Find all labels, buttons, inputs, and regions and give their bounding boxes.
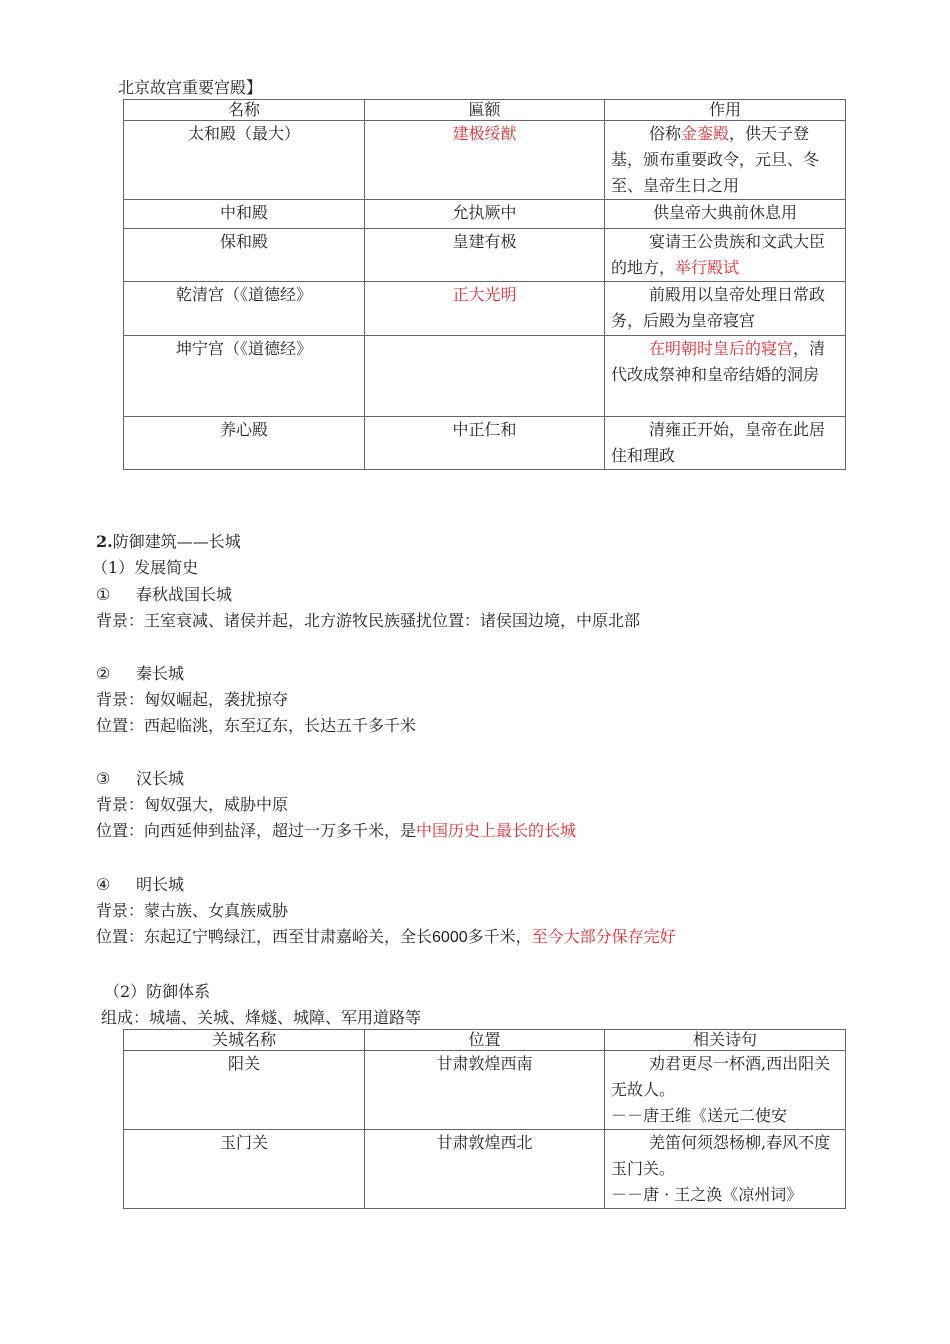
history-item-line <box>96 898 288 924</box>
use-text-part: 清雍正开始，皇帝在此居住和理政 <box>611 420 826 465</box>
item-title-text: 明长城 <box>136 875 185 894</box>
history-item-title <box>96 582 232 608</box>
history-item-line <box>96 687 288 713</box>
defense-composition: 组成：城墙、关城、烽燧、城障、军用道路等 <box>101 1008 422 1027</box>
item-title-text: 春秋战国长城 <box>136 585 233 604</box>
line-text-part: 背景：匈奴崛起，袭扰掠夺 <box>96 690 289 709</box>
line-text-part: 至今大部分保存完好 <box>531 927 676 946</box>
history-item-title <box>96 766 184 792</box>
palace-name-cell: 坤宁宫（《道德经》 <box>124 336 365 417</box>
palace-name-cell: 太和殿（最大） <box>124 121 365 200</box>
palace-section-title: 北京故宫重要宫殿】 <box>118 78 263 97</box>
pass-table <box>123 1029 846 1209</box>
poem-text: 劝君更尽一杯酒,西出阳关无故人。 <box>611 1054 831 1099</box>
palace-name-cell: 中和殿 <box>124 200 365 229</box>
history-item-line <box>96 818 576 844</box>
palace-name-cell: 乾清宫（《道德经》 <box>124 282 365 336</box>
pass-poem-cell <box>605 1051 846 1130</box>
header-poem: 相关诗句 <box>605 1030 846 1051</box>
pass-table-header <box>124 1030 846 1051</box>
line-text-part: 6000 <box>432 929 468 946</box>
palace-plaque-cell: 正大光明 <box>365 282 605 336</box>
palace-plaque-cell: 允执厥中 <box>365 200 605 229</box>
history-item-line <box>96 792 288 818</box>
palace-use-cell <box>605 417 846 470</box>
pass-location-cell: 甘肃敦煌西北 <box>365 1130 605 1209</box>
use-text-part: 俗称 <box>649 124 682 143</box>
defense-subheading: （2）防御体系 <box>104 982 211 1001</box>
item-marker: ③ <box>96 769 111 788</box>
item-marker: ② <box>96 664 111 683</box>
wall-heading-text: 防御建筑——长城 <box>112 532 241 551</box>
header-pass-name: 关城名称 <box>124 1030 365 1051</box>
item-marker: ① <box>96 585 111 604</box>
pass-name-cell: 阳关 <box>124 1051 365 1130</box>
history-subheading: （1）发展简史 <box>92 558 199 577</box>
use-text-part: 供皇帝大典前休息用 <box>652 203 797 222</box>
poem-text: 羌笛何须怨杨柳,春风不度玉门关。 <box>611 1133 831 1178</box>
palace-use-cell <box>605 336 846 417</box>
use-text-part: 前殿用以皇帝处理日常政务，后殿为皇帝寝宫 <box>611 285 826 330</box>
wall-heading-number: 2. <box>96 532 113 551</box>
item-title-text: 秦长城 <box>136 664 185 683</box>
line-text-part: 背景：蒙古族、女真族威胁 <box>96 901 289 920</box>
palace-name-cell: 保和殿 <box>124 229 365 282</box>
history-item-title <box>96 872 184 898</box>
line-text-part: 背景：王室衰减、诸侯并起，北方游牧民族骚扰位置：诸侯国边境，中原北部 <box>96 611 641 630</box>
table-row <box>124 200 846 229</box>
use-text-part: ，供天子登基，颁布重要政令，元旦、冬至、皇帝生日之用 <box>611 124 820 195</box>
line-text-part: 背景：匈奴强大，威胁中原 <box>96 795 289 814</box>
header-plaque: 匾额 <box>365 100 605 121</box>
history-item-line <box>96 713 416 739</box>
item-title-text: 汉长城 <box>136 769 185 788</box>
palace-use-cell <box>605 121 846 200</box>
line-text-part: 位置：西起临洮，东至辽东，长达五千多千米 <box>96 716 417 735</box>
use-text-part: 在明朝时皇后的寝宫 <box>649 339 794 358</box>
table-row <box>124 417 846 470</box>
table-row <box>124 121 846 200</box>
palace-plaque-cell <box>365 336 605 417</box>
use-text-part: 举行殿试 <box>675 258 740 277</box>
palace-plaque-cell: 皇建有极 <box>365 229 605 282</box>
line-text-part: 多千米， <box>467 927 532 946</box>
history-item-line <box>96 924 676 951</box>
table-row <box>124 282 846 336</box>
table-row <box>124 1051 846 1130</box>
palace-use-cell <box>605 282 846 336</box>
history-item-line <box>96 608 640 634</box>
table-row <box>124 336 846 417</box>
pass-name-cell: 玉门关 <box>124 1130 365 1209</box>
wall-heading <box>96 529 241 555</box>
pass-poem-cell <box>605 1130 846 1209</box>
palace-plaque-cell: 中正仁和 <box>365 417 605 470</box>
table-row <box>124 229 846 282</box>
palace-use-cell <box>605 229 846 282</box>
palace-table-header <box>124 100 846 121</box>
use-text-part: ，清代改成祭神和皇帝结婚的洞房 <box>611 339 826 384</box>
palace-table <box>123 99 846 470</box>
line-text-part: 位置：东起辽宁鸭绿江，西至甘肃嘉峪关，全长 <box>96 927 433 946</box>
poem-source: －－唐 · 王之涣《凉州词》 <box>611 1185 803 1204</box>
table-row <box>124 1130 846 1209</box>
line-text-part: 位置：向西延伸到盐泽，超过一万多千米，是 <box>96 821 417 840</box>
palace-plaque-cell: 建极绥猷 <box>365 121 605 200</box>
poem-source: －－唐王维《送元二使安 <box>611 1106 788 1125</box>
history-item-title <box>96 661 184 687</box>
header-location: 位置 <box>365 1030 605 1051</box>
header-use: 作用 <box>605 100 846 121</box>
line-text-part: 中国历史上最长的长城 <box>416 821 577 840</box>
pass-location-cell: 甘肃敦煌西南 <box>365 1051 605 1130</box>
header-name: 名称 <box>124 100 365 121</box>
palace-name-cell: 养心殿 <box>124 417 365 470</box>
palace-use-cell <box>605 200 846 229</box>
item-marker: ④ <box>96 875 111 894</box>
use-text-part: 宴请王公贵族和文武大臣的地方， <box>611 232 826 277</box>
use-text-part: 金銮殿 <box>681 124 730 143</box>
